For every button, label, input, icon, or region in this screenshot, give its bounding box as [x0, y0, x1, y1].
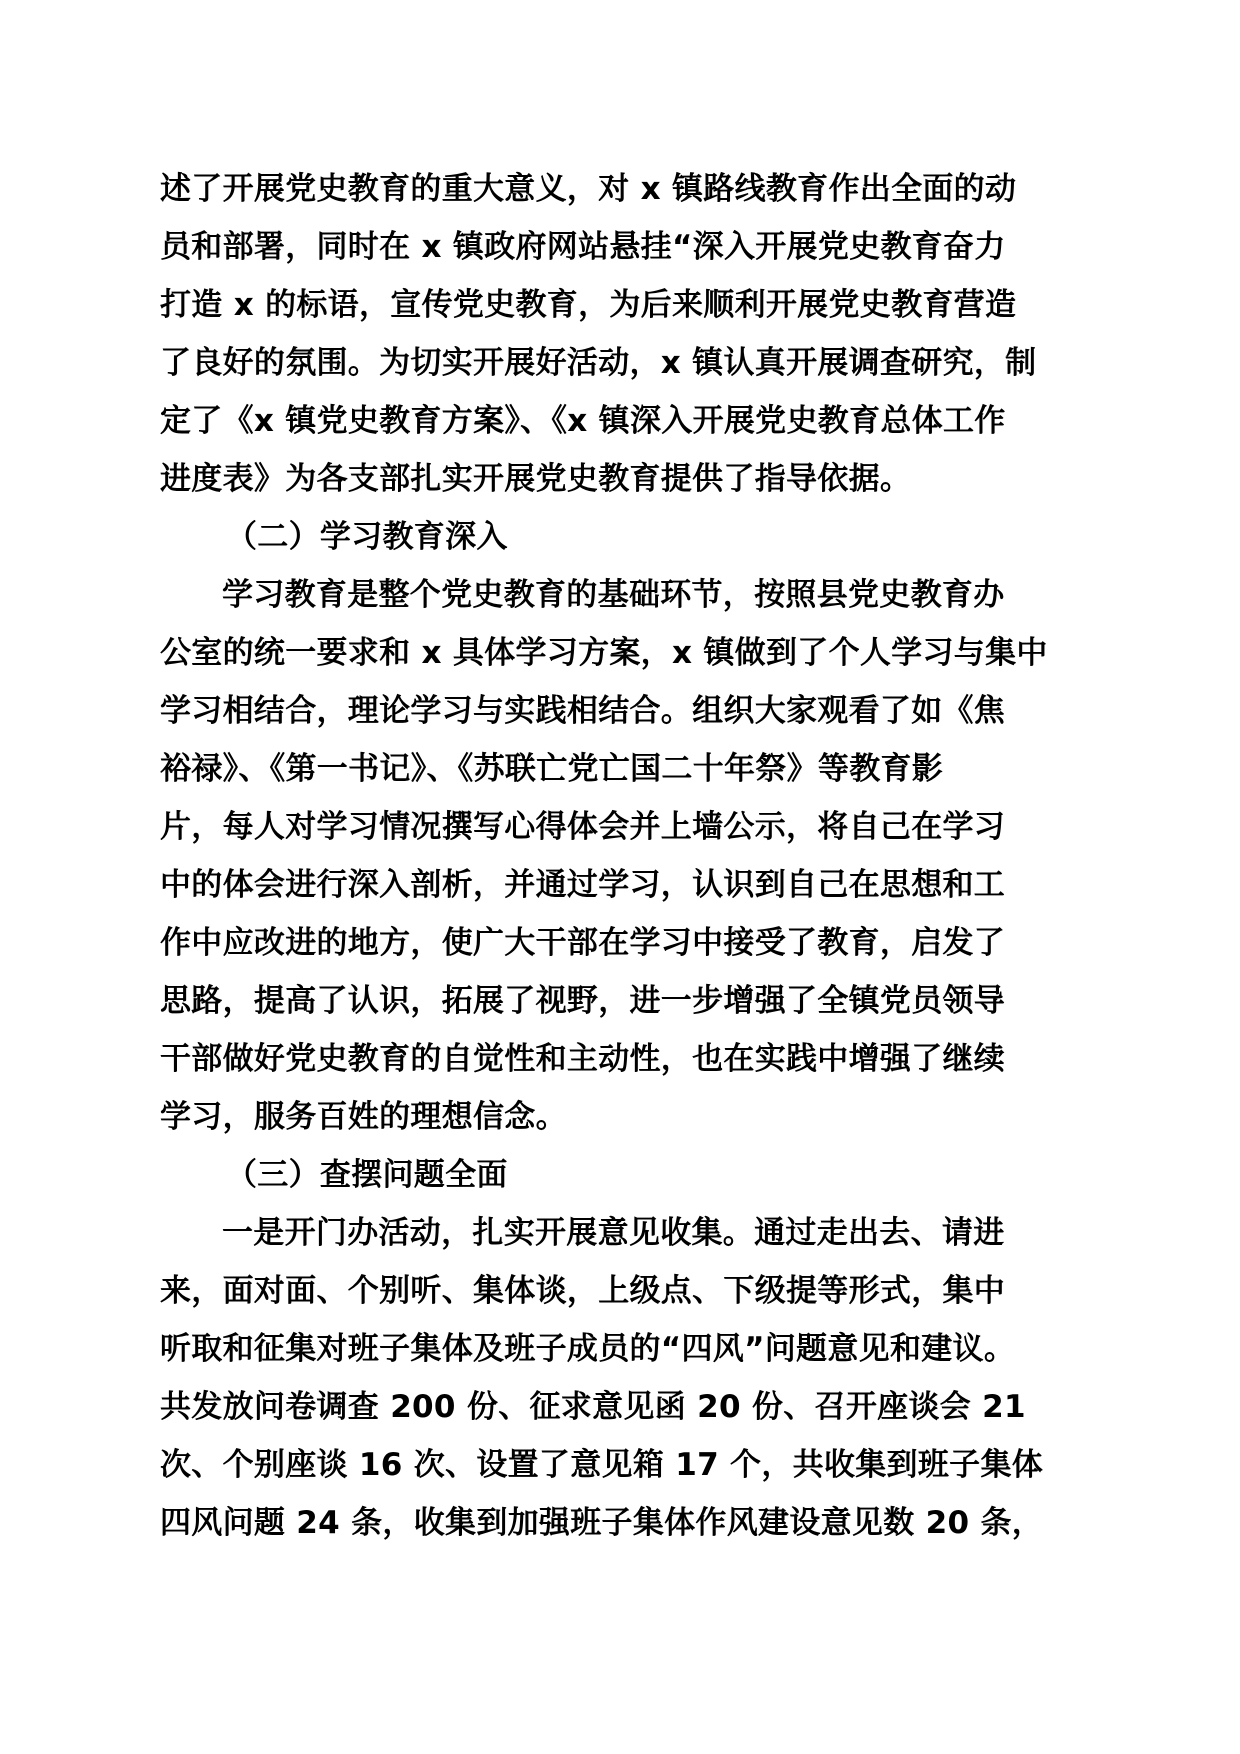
paragraph-line: 思路，提高了认识，拓展了视野，进一步增强了全镇党员领导 — [160, 983, 1006, 1019]
paragraph-line: 述了开展党史教育的重大意义，对 x 镇路线教育作出全面的动 — [160, 171, 1017, 207]
paragraph-line: 学习教育是整个党史教育的基础环节，按照县党史教育办 — [222, 577, 1005, 613]
paragraph-line: 员和部署，同时在 x 镇政府网站悬挂“深入开展党史教育奋力 — [160, 229, 1006, 265]
paragraph-line: 定了《x 镇党史教育方案》、《x 镇深入开展党史教育总体工作 — [160, 403, 1006, 439]
paragraph-line: 一是开门办活动，扎实开展意见收集。通过走出去、请进 — [222, 1215, 1005, 1251]
paragraph-line: 中的体会进行深入剖析，并通过学习，认识到自己在思想和工 — [160, 867, 1006, 903]
paragraph-line: 次、个别座谈 16 次、设置了意见箱 17 个，共收集到班子集体 — [160, 1447, 1044, 1483]
paragraph-line: 共发放问卷调查 200 份、征求意见函 20 份、召开座谈会 21 — [160, 1389, 1026, 1425]
document-body — [160, 160, 1100, 1552]
paragraph-line: 了良好的氛围。为切实开展好活动，x 镇认真开展调查研究，制 — [160, 345, 1037, 381]
paragraph-line: 四风问题 24 条，收集到加强班子集体作风建设意见数 20 条， — [160, 1505, 1044, 1541]
paragraph-line: 学习相结合，理论学习与实践相结合。组织大家观看了如《焦 — [160, 693, 1006, 729]
paragraph-line: 片，每人对学习情况撰写心得体会并上墙公示，将自己在学习 — [160, 809, 1006, 845]
paragraph-line: 学习，服务百姓的理想信念。 — [160, 1099, 567, 1135]
paragraph-line: 干部做好党史教育的自觉性和主动性，也在实践中增强了继续 — [160, 1041, 1006, 1077]
section-heading-3: （三）查摆问题全面 — [226, 1157, 508, 1193]
paragraph-line: 作中应改进的地方，使广大干部在学习中接受了教育，启发了 — [160, 925, 1006, 961]
paragraph-line: 打造 x 的标语，宣传党史教育，为后来顺利开展党史教育营造 — [160, 287, 1017, 323]
paragraph-line: 进度表》为各支部扎实开展党史教育提供了指导依据。 — [160, 461, 912, 497]
section-heading-2: （二）学习教育深入 — [226, 519, 508, 555]
paragraph-line: 裕禄》、《第一书记》、《苏联亡党亡国二十年祭》等教育影 — [160, 751, 944, 787]
paragraph-line: 公室的统一要求和 x 具体学习方案，x 镇做到了个人学习与集中 — [160, 635, 1048, 671]
paragraph-line: 听取和征集对班子集体及班子成员的“四风”问题意见和建议。 — [160, 1331, 1016, 1367]
paragraph-line: 来，面对面、个别听、集体谈，上级点、下级提等形式，集中 — [160, 1273, 1006, 1309]
